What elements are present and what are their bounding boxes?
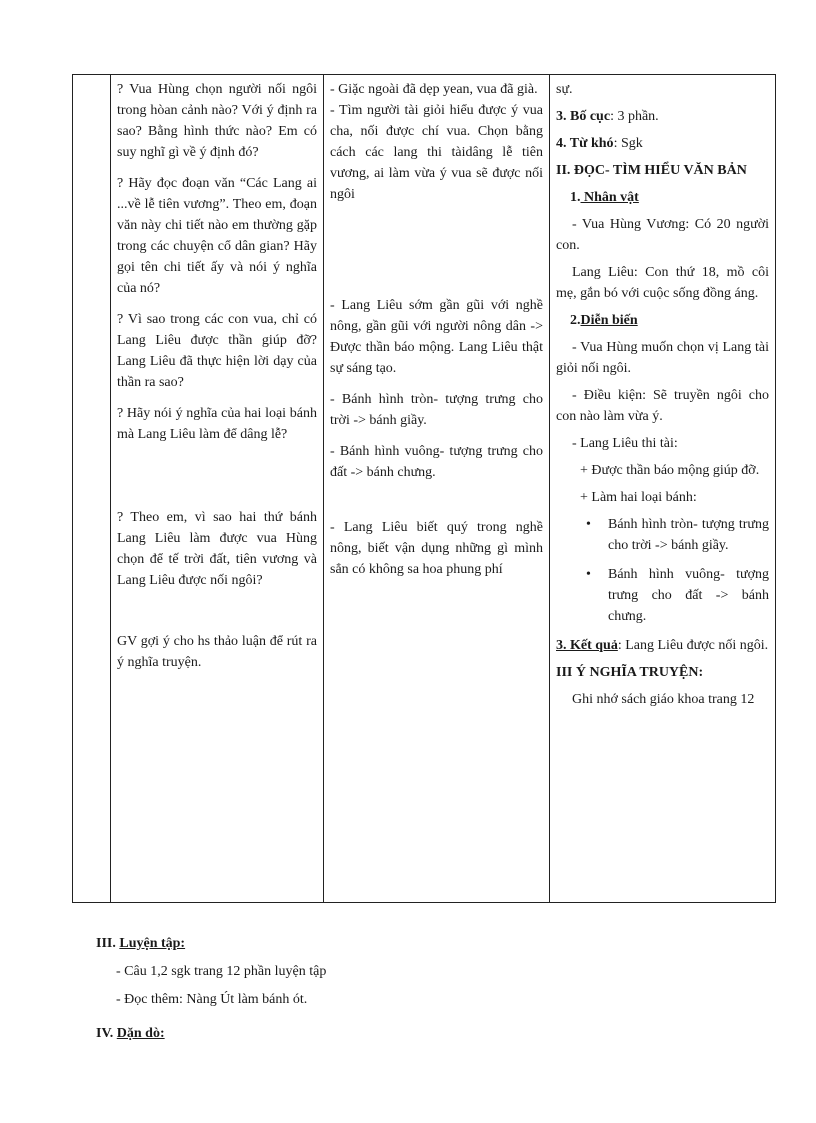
student-answers-column: [324, 75, 550, 903]
practice-item-2: - Đọc thêm: Nàng Út làm bánh ót.: [116, 992, 308, 1007]
cake-list: [556, 514, 769, 627]
character-king: - Vua Hùng Vương: Có 20 người con.: [556, 217, 769, 253]
answer-4: - Bánh hình vuông- tượng trưng cho đất -> bánh chưng.: [330, 444, 543, 480]
vocabulary-line: [556, 133, 769, 154]
event-5: + Làm hai loại bánh:: [580, 490, 697, 505]
characters-heading: [556, 187, 769, 208]
events-label: Diễn biến: [580, 313, 638, 328]
character-lang-lieu: Lang Liêu: Con thứ 18, mồ côi mẹ, gắn bó với cuộc sống đồng áng.: [556, 265, 769, 301]
vocabulary-value: : Sgk: [613, 136, 643, 151]
characters-label: Nhân vật: [580, 190, 639, 205]
question-4: ? Hãy nói ý nghĩa của hai loại bánh mà Lang Liêu làm để dâng lễ?: [117, 406, 317, 442]
answer-1-line-2: - Tìm người tài giỏi hiểu được ý vua cha, nối được chí vua. Chọn bằng cách các lang thi tàidâng lễ tiên vương, ai làm vừa ý vua sẽ được nối ngôi: [330, 103, 543, 202]
answer-2: - Lang Liêu sớm gần gũi với nghề nông, gần gũi với người nông dân -> Được thần báo mộng. Lang Liêu thật sự sáng tạo.: [330, 298, 543, 376]
event-3: - Lang Liêu thi tài:: [572, 436, 678, 451]
list-item: • Bánh hình tròn- tượng trưng cho trời -> bánh giầy.: [556, 514, 769, 556]
event-2: - Điều kiện: Sẽ truyền ngôi cho con nào làm vừa ý.: [556, 388, 769, 424]
event-4: + Được thần báo mộng giúp đỡ.: [580, 463, 760, 478]
homework-label: Dặn dò:: [116, 1026, 165, 1041]
result-value: : Lang Liêu được nối ngôi.: [617, 638, 769, 653]
practice-item-1: - Câu 1,2 sgk trang 12 phần luyện tập: [116, 964, 327, 979]
result-line: [556, 635, 769, 656]
index-column: [73, 75, 111, 903]
practice-number: III.: [96, 936, 116, 951]
question-6: GV gợi ý cho hs thảo luận để rút ra ý nghĩa truyện.: [117, 634, 317, 670]
homework-heading: [96, 1024, 776, 1044]
events-heading: [556, 310, 769, 331]
question-5: ? Theo em, vì sao hai thứ bánh Lang Liêu làm được vua Hùng chọn để tế trời đất, tiên vương và Lang Liêu được nối ngôi?: [117, 510, 317, 588]
content-fragment: sự.: [556, 82, 573, 97]
teacher-questions-column: [111, 75, 324, 903]
result-label: 3. Kết quả: [556, 638, 618, 653]
table-row: [73, 75, 776, 903]
section-3-heading: III Ý NGHĨA TRUYỆN:: [556, 665, 704, 680]
answer-3: - Bánh hình tròn- tượng trưng cho trời -> bánh giầy.: [330, 392, 543, 428]
practice-label: Luyện tập:: [119, 936, 186, 951]
structure-line: [556, 106, 769, 127]
lesson-content-column: [550, 75, 776, 903]
lesson-table: [72, 74, 776, 903]
bullet-icon: •: [586, 517, 591, 532]
events-number: 2.: [570, 313, 581, 328]
event-1: - Vua Hùng muốn chọn vị Lang tài giỏi nối ngôi.: [556, 340, 769, 376]
section-2-heading: II. ĐỌC- TÌM HIỂU VĂN BẢN: [556, 163, 747, 178]
question-1: ? Vua Hùng chọn người nối ngôi trong hòan cảnh nào? Với ý định ra sao? Bằng hình thức nào? Em có suy nghĩ gì về ý định đó?: [117, 82, 317, 160]
homework-number: IV.: [96, 1026, 114, 1041]
list-item: • Bánh hình vuông- tượng trưng cho đất -> bánh chưng.: [556, 564, 769, 627]
answer-5: - Lang Liêu biết quý trong nghề nông, biết vận dụng những gì mình sẳn có không sa hoa phung phí: [330, 520, 543, 577]
question-2: ? Hãy đọc đoạn văn “Các Lang ai ...về lễ tiên vương”. Theo em, đoạn văn này chi tiết nào em thường gặp trong các chuyện cổ dân gian? Hãy gọi tên chi tiết ấy và nói ý nghĩa của nó?: [117, 176, 317, 296]
question-3: ? Vì sao trong các con vua, chỉ có Lang Liêu được thần giúp đỡ? Lang Liêu đã thực hiện lời dạy của thần ra sao?: [117, 312, 317, 390]
structure-label: 3. Bố cục: [556, 109, 611, 124]
vocabulary-label: 4. Từ khó: [556, 136, 614, 151]
bullet-icon: •: [586, 567, 591, 582]
remember-note: Ghi nhớ sách giáo khoa trang 12: [572, 692, 755, 707]
structure-value: : 3 phần.: [610, 109, 659, 124]
characters-number: 1.: [570, 190, 581, 205]
answer-1-line-1: - Giặc ngoài đã dẹp yean, vua đã già.: [330, 82, 538, 97]
practice-heading: [96, 934, 776, 954]
